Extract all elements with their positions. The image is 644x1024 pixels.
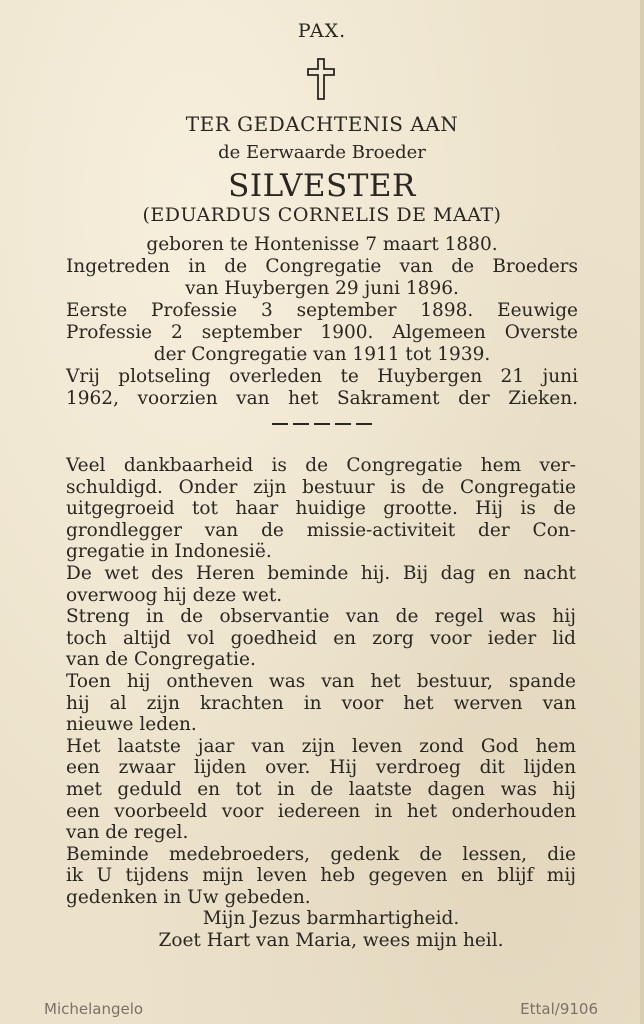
text-line: een voorbeeld voor iedereen in het onderhouden xyxy=(66,800,576,822)
print-code: Ettal/9106 xyxy=(520,1000,598,1018)
divider-dash xyxy=(335,423,351,425)
brother-line: de Eerwaarde Broeder xyxy=(218,142,426,163)
text-line: Veel dankbaarheid is de Congregatie hem ver- xyxy=(66,455,576,476)
text-line: gregatie in Indonesië. xyxy=(66,541,272,563)
bio-line: Vrij plotseling overleden te Huybergen 21 juni xyxy=(66,366,578,387)
text-line: een zwaar lijden over. Hij verdroeg dit lijden xyxy=(66,757,576,779)
bio-line: Eerste Professie 3 september 1898. Eeuwige xyxy=(66,300,578,321)
text-line: Beminde medebroeders, gedenk de lessen, die xyxy=(66,843,576,865)
section-divider xyxy=(272,423,372,426)
text-line: met geduld en tot in de laatste dagen was hij xyxy=(66,778,576,800)
text-line: schuldigd. Onder zijn bestuur is de Congregatie xyxy=(66,476,576,498)
prayer-line: Mijn Jezus barmhartigheid. xyxy=(202,908,460,930)
divider-dash xyxy=(356,423,372,425)
latin-cross-icon xyxy=(307,58,335,100)
memorial-text xyxy=(66,455,576,952)
divider-dash xyxy=(293,423,309,425)
text-line: uitgegroeid tot haar huidige grootte. Hij is de xyxy=(66,498,576,520)
text-line: Toen hij ontheven was van het bestuur, spande xyxy=(66,670,576,692)
text-line: Streng in de observantie van de regel was hij xyxy=(66,606,576,628)
bio-line: der Congregatie van 1911 tot 1939. xyxy=(153,344,491,365)
text-line: hij al zijn krachten in voor het werven van xyxy=(66,692,576,714)
deceased-name: SILVESTER xyxy=(228,168,416,204)
divider-dash xyxy=(314,423,330,425)
bio-line: geboren te Hontenisse 7 maart 1880. xyxy=(146,234,498,255)
in-memory-heading: TER GEDACHTENIS AAN xyxy=(185,112,459,136)
text-line: Het laatste jaar van zijn leven zond God hem xyxy=(66,735,576,757)
artist-credit: Michelangelo xyxy=(44,1000,144,1018)
text-line: ik U tijdens mijn leven heb gegeven en blijf mij xyxy=(66,865,576,887)
bio-line: van Huybergen 29 juni 1896. xyxy=(185,278,459,299)
text-line: nieuwe leden. xyxy=(66,714,197,736)
bio-line: Ingetreden in de Congregatie van de Broeders xyxy=(66,256,578,277)
bio-line: 1962, voorzien van het Sakrament der Zieken. xyxy=(66,388,578,409)
deceased-full-name: (EDUARDUS CORNELIS DE MAAT) xyxy=(142,204,502,226)
text-line: grondlegger van de missie-activiteit der Con- xyxy=(66,519,576,541)
prayer-line: Zoet Hart van Maria, wees mijn heil. xyxy=(158,930,504,952)
biography xyxy=(66,234,578,410)
divider-dash xyxy=(272,423,288,425)
text-line: De wet des Heren beminde hij. Bij dag en nacht xyxy=(66,562,576,584)
text-line: gedenken in Uw gebeden. xyxy=(66,886,311,908)
text-line: overwoog hij deze wet. xyxy=(66,584,283,606)
text-line: van de regel. xyxy=(66,822,189,844)
bio-line: Professie 2 september 1900. Algemeen Overste xyxy=(66,322,578,343)
text-line: toch altijd vol goedheid en zorg voor ieder lid xyxy=(66,627,576,649)
pax-heading: PAX. xyxy=(297,20,347,42)
text-line: van de Congregatie. xyxy=(66,649,256,671)
